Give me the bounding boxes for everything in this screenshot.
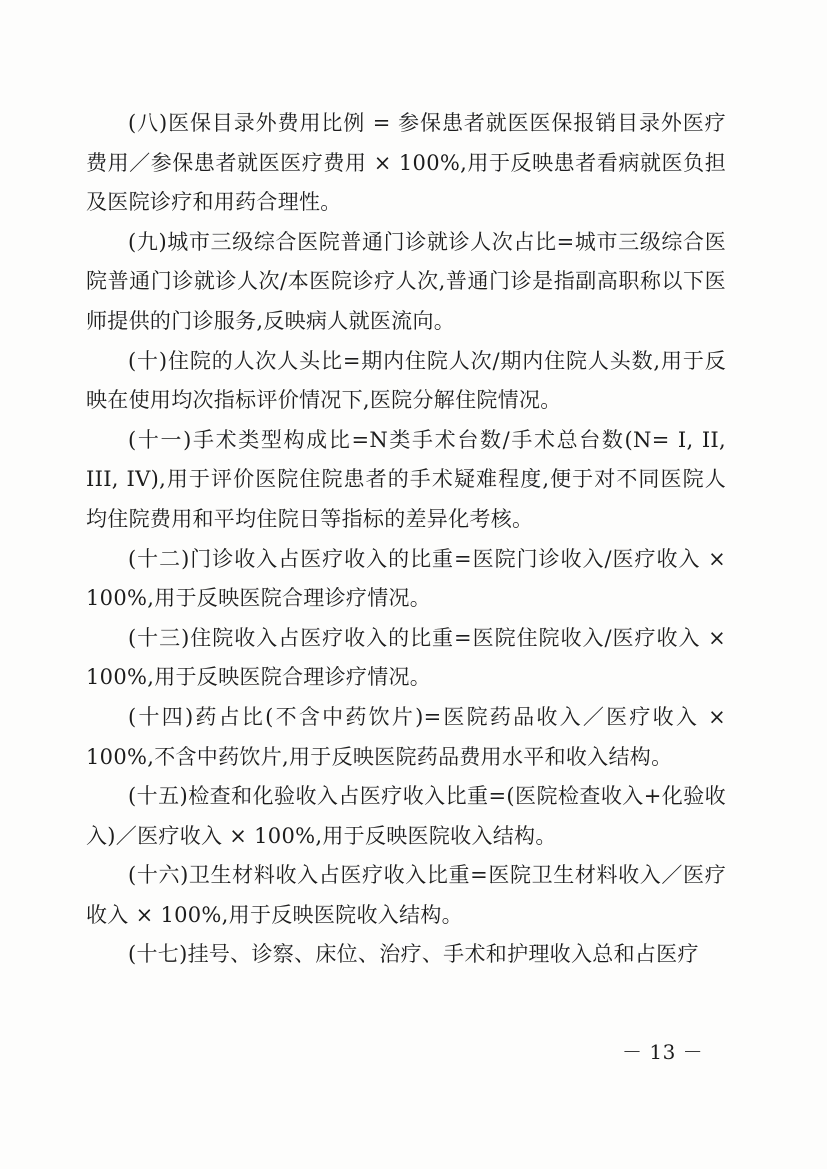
paragraph-8: (八)医保目录外费用比例 = 参保患者就医医保报销目录外医疗费用／参保患者就医医疗费用 × 100%,用于反映患者看病就医负担及医院诊疗和用药合理性。 (86, 111, 726, 215)
paragraph-13: (十三)住院收入占医疗收入的比重=医院住院收入/医疗收入 × 100%,用于反映医院合理诊疗情况。 (86, 625, 726, 690)
paragraph-10: (十)住院的人次人头比=期内住院人次/期内住院人头数,用于反映在使用均次指标评价情况下,医院分解住院情况。 (86, 348, 726, 413)
paragraph-9: (九)城市三级综合医院普通门诊就诊人次占比=城市三级综合医院普通门诊就诊人次/本医院诊疗人次,普通门诊是指副高职称以下医师提供的门诊服务,反映病人就医流向。 (86, 229, 726, 333)
page-number: － 13 － (622, 1040, 704, 1064)
paragraph-12: (十二)门诊收入占医疗收入的比重=医院门诊收入/医疗收入 × 100%,用于反映医院合理诊疗情况。 (86, 546, 726, 611)
paragraph-16: (十六)卫生材料收入占医疗收入比重=医院卫生材料收入／医疗收入 × 100%,用于反映医院收入结构。 (86, 863, 726, 927)
document-body (86, 104, 726, 975)
paragraph-14: (十四)药占比(不含中药饮片)=医院药品收入／医疗收入 × 100%,不含中药饮片,用于反映医院药品费用水平和收入结构。 (86, 704, 726, 769)
paragraph-17: (十七)挂号、诊察、床位、治疗、手术和护理收入总和占医疗 (128, 942, 699, 967)
paragraph-15: (十五)检查和化验收入占医疗收入比重=(医院检查收入+化验收入)／医疗收入 × 100%,用于反映医院收入结构。 (86, 784, 726, 848)
paragraph-11: (十一)手术类型构成比=N类手术台数/手术总台数(N= I, II, III, IV),用于评价医院住院患者的手术疑难程度,便于对不同医院人均住院费用和平均住院日等指标的差异化考核。 (86, 427, 726, 531)
